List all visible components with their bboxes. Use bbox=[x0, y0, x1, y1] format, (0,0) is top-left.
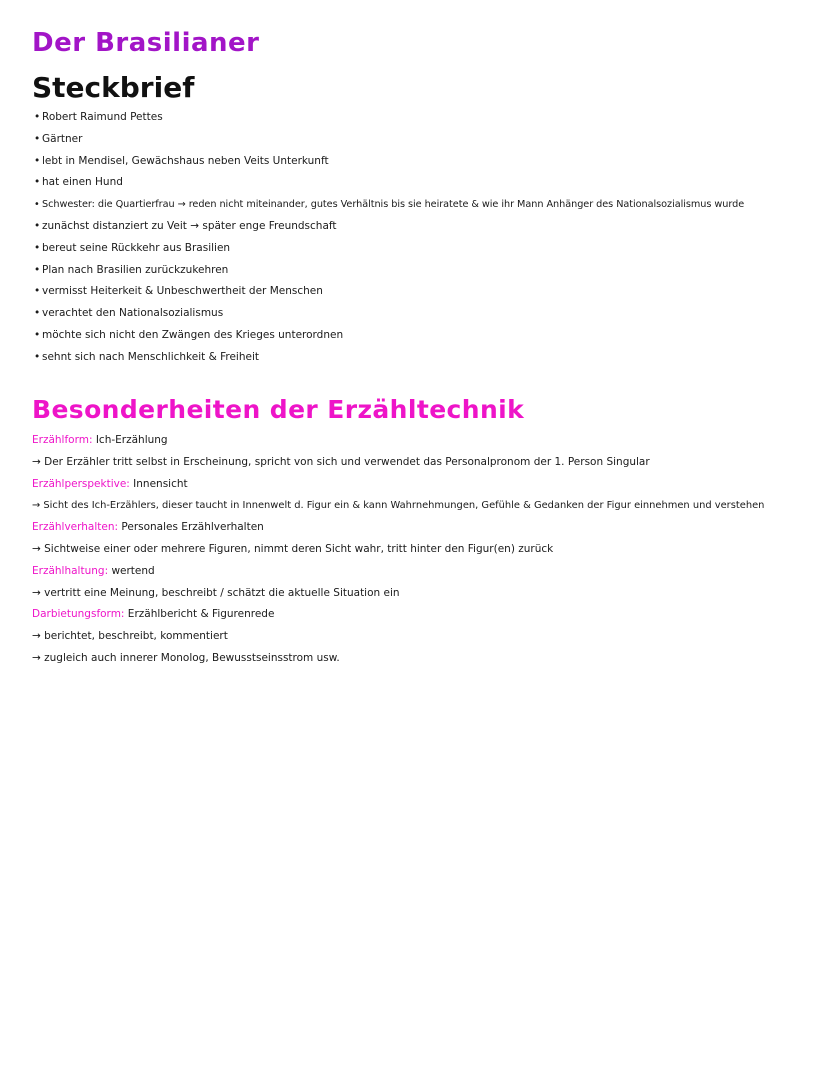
erzaehltechnik-list bbox=[32, 430, 764, 670]
list-item: Erzählform: Ich-Erzählung bbox=[32, 434, 168, 446]
section-title-erzaehltechnik: Besonderheiten der Erzähltechnik bbox=[32, 395, 525, 424]
list-item: • Gärtner bbox=[34, 132, 83, 145]
list-item: → Sicht des Ich-Erzählers, dieser taucht in Innenwelt d. Figur ein & kann Wahrnehmungen, Gefühle & Gedanken der Figur einnehmen und verstehen bbox=[32, 500, 765, 512]
list-item: • möchte sich nicht den Zwängen des Krieges unterordnen bbox=[34, 328, 344, 341]
list-item: → Sichtweise einer oder mehrere Figuren, nimmt deren Sicht wahr, tritt hinter den Figur(en) zurück bbox=[32, 542, 554, 555]
list-item: • vermisst Heiterkeit & Unbeschwertheit der Menschen bbox=[34, 285, 323, 298]
list-item: → vertritt eine Meinung, beschreibt / schätzt die aktuelle Situation ein bbox=[32, 586, 400, 599]
list-item: Erzählhaltung: wertend bbox=[32, 564, 155, 577]
list-item: • hat einen Hund bbox=[34, 176, 123, 189]
list-item: • sehnt sich nach Menschlichkeit & Freiheit bbox=[34, 350, 259, 363]
list-item: • verachtet den Nationalsozialismus bbox=[34, 307, 224, 320]
list-item: • Schwester: die Quartierfrau → reden nicht miteinander, gutes Verhältnis bis sie heiratete & wie ihr Mann Anhänger des Nationalsozialismus wurde bbox=[34, 199, 745, 211]
list-item: • Robert Raimund Pettes bbox=[34, 111, 163, 123]
list-item: • Plan nach Brasilien zurückzukehren bbox=[34, 263, 229, 276]
list-item: • bereut seine Rückkehr aus Brasilien bbox=[34, 241, 231, 254]
subtitle-steckbrief: Steckbrief bbox=[32, 71, 195, 104]
list-item: → Der Erzähler tritt selbst in Erscheinung, spricht von sich und verwendet das Personalpronom der 1. Person Singular bbox=[32, 455, 650, 468]
list-item: • lebt in Mendisel, Gewächshaus neben Veits Unterkunft bbox=[34, 154, 329, 167]
steckbrief-list bbox=[34, 107, 744, 369]
list-item: → zugleich auch innerer Monolog, Bewusstseinsstrom usw. bbox=[32, 651, 340, 664]
list-item: • zunächst distanziert zu Veit → später enge Freundschaft bbox=[34, 219, 337, 232]
list-item: Erzählperspektive: Innensicht bbox=[32, 477, 188, 490]
list-item: Darbietungsform: Erzählbericht & Figurenrede bbox=[32, 608, 275, 621]
list-item: → berichtet, beschreibt, kommentiert bbox=[32, 630, 228, 643]
page-title: Der Brasilianer bbox=[32, 28, 260, 58]
list-item: Erzählverhalten: Personales Erzählverhalten bbox=[32, 521, 264, 534]
